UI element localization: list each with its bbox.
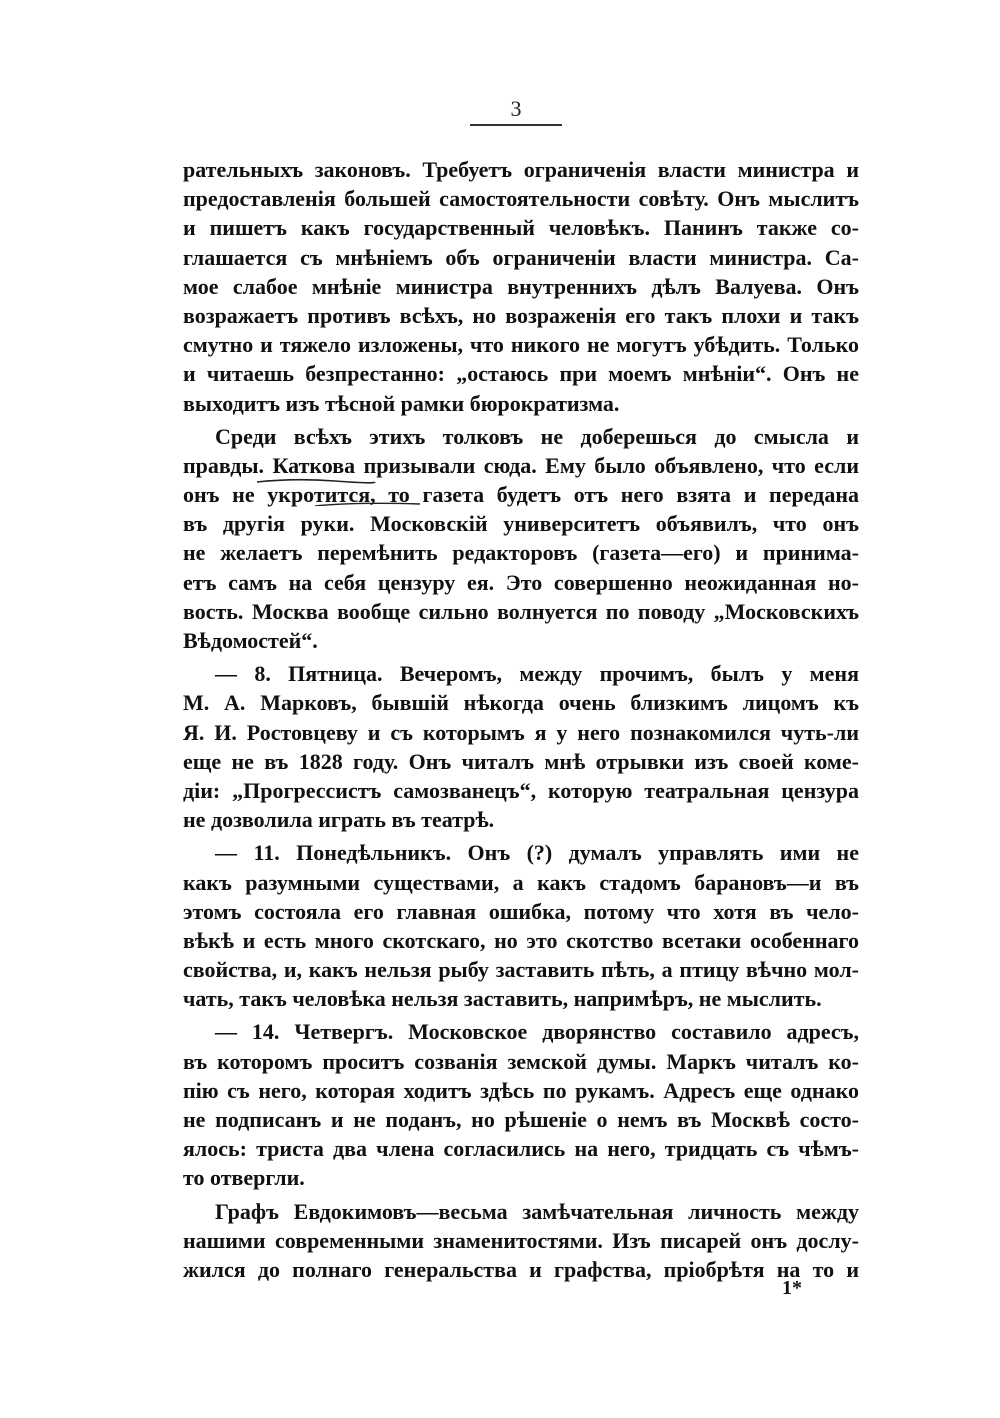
text-line: вѣкѣ и есть много скотскаго, но это скотство всетаки особеннаго: [183, 927, 859, 953]
text-line: не дозволила играть въ театрѣ.: [183, 807, 495, 833]
text-line: мое слабое мнѣніе министра внутреннихъ дѣлъ Валуева. Онъ: [183, 273, 859, 299]
text-line: онъ не укротится, то газета будетъ отъ него взята и передана: [183, 482, 859, 508]
text-line: ялось: триста два члена согласились на него, тридцать съ чѣмъ-: [183, 1136, 859, 1162]
text-line: и читаешь безпрестанно: „остаюсь при моемъ мнѣніи“. Онъ не: [183, 361, 859, 387]
text-line: чать, такъ человѣка нельзя заставить, напримѣръ, не мыслить.: [183, 986, 822, 1012]
paragraph: [183, 1197, 859, 1285]
paragraph: [183, 659, 859, 834]
text-line: Я. И. Ростовцеву и съ которымъ я у него познакомился чуть-ли: [183, 719, 859, 745]
text-line: въ другія руки. Московскій университетъ объявилъ, что онъ: [183, 511, 859, 537]
text-line: какъ разумными существами, а какъ стадомъ барановъ—и въ: [183, 869, 859, 895]
text-line: глашается съ мнѣніемъ объ ограниченіи власти министра. Са-: [183, 244, 859, 270]
text-line: Среди всѣхъ этихъ толковъ не доберешься до смысла и: [215, 423, 859, 449]
paragraph: [183, 1017, 859, 1192]
text-line: не желаетъ перемѣнить редакторовъ (газета—его) и принима-: [183, 540, 859, 566]
text-line: этомъ состояла его главная ошибка, потому что хотя въ чело-: [183, 898, 859, 924]
text-line: — 14. Четвергъ. Московское дворянство составило адресъ,: [215, 1019, 859, 1045]
text-line: етъ самъ на себя цензуру ея. Это совершенно неожиданная но-: [183, 569, 859, 595]
body-text: [183, 155, 859, 1284]
text-line: выходитъ изъ тѣсной рамки бюрократизма.: [183, 390, 620, 416]
text-line: — 11. Понедѣльникъ. Онъ (?) думалъ управлять ими не: [215, 840, 859, 866]
paragraph: [183, 155, 859, 418]
text-line: Графъ Евдокимовъ—весьма замѣчательная личность между: [215, 1198, 859, 1224]
paragraph: [183, 838, 859, 1013]
text-line: въ которомъ проситъ созванія земской думы. Маркъ читалъ ко-: [183, 1048, 859, 1074]
text-line: вость. Москва вообще сильно волнуется по поводу „Московскихъ: [183, 598, 859, 624]
page-number: 3: [510, 96, 522, 121]
page-number-rule: [470, 124, 562, 126]
text-line: и пишетъ какъ государственный человѣкъ. Панинъ также со-: [183, 215, 859, 241]
text-line: правды. Каткова призывали сюда. Ему было объявлено, что если: [183, 452, 859, 478]
text-line: нашими современными знаменитостями. Изъ писарей онъ дослу-: [183, 1227, 859, 1253]
paragraph: [183, 422, 859, 656]
text-line: предоставленія большей самостоятельности совѣту. Онъ мыслитъ: [183, 186, 859, 212]
text-line: рательныхъ законовъ. Требуетъ ограниченія власти министра и: [183, 157, 859, 182]
text-line: М. А. Марковъ, бывшій нѣкогда очень близкимъ лицомъ къ: [183, 690, 859, 716]
text-line: діи: „Прогрессистъ самозванецъ“, которую театральная цензура: [183, 777, 859, 803]
signature-mark: 1*: [782, 1277, 802, 1299]
text-line: то отвергли.: [183, 1165, 305, 1191]
text-line: пію съ него, которая ходитъ здѣсь по рукамъ. Адресъ еще однако: [183, 1077, 859, 1103]
text-line: возражаетъ противъ всѣхъ, но возраженія его такъ плохи и такъ: [183, 302, 859, 328]
text-line: смутно и тяжело изложены, что никого не могутъ убѣдить. Только: [183, 332, 859, 358]
text-line: Вѣдомостей“.: [183, 628, 318, 653]
text-line: свойства, и, какъ нельзя рыбу заставить пѣть, а птицу вѣчно мол-: [183, 957, 859, 983]
text-line: жился до полнаго генеральства и графства, пріобрѣтя на то и: [183, 1256, 859, 1282]
text-line: — 8. Пятница. Вечеромъ, между прочимъ, былъ у меня: [215, 661, 859, 687]
text-line: еще не въ 1828 году. Онъ читалъ мнѣ отрывки изъ своей коме-: [183, 748, 859, 774]
text-line: не подписанъ и не поданъ, но рѣшеніе о немъ въ Москвѣ состо-: [183, 1107, 859, 1132]
